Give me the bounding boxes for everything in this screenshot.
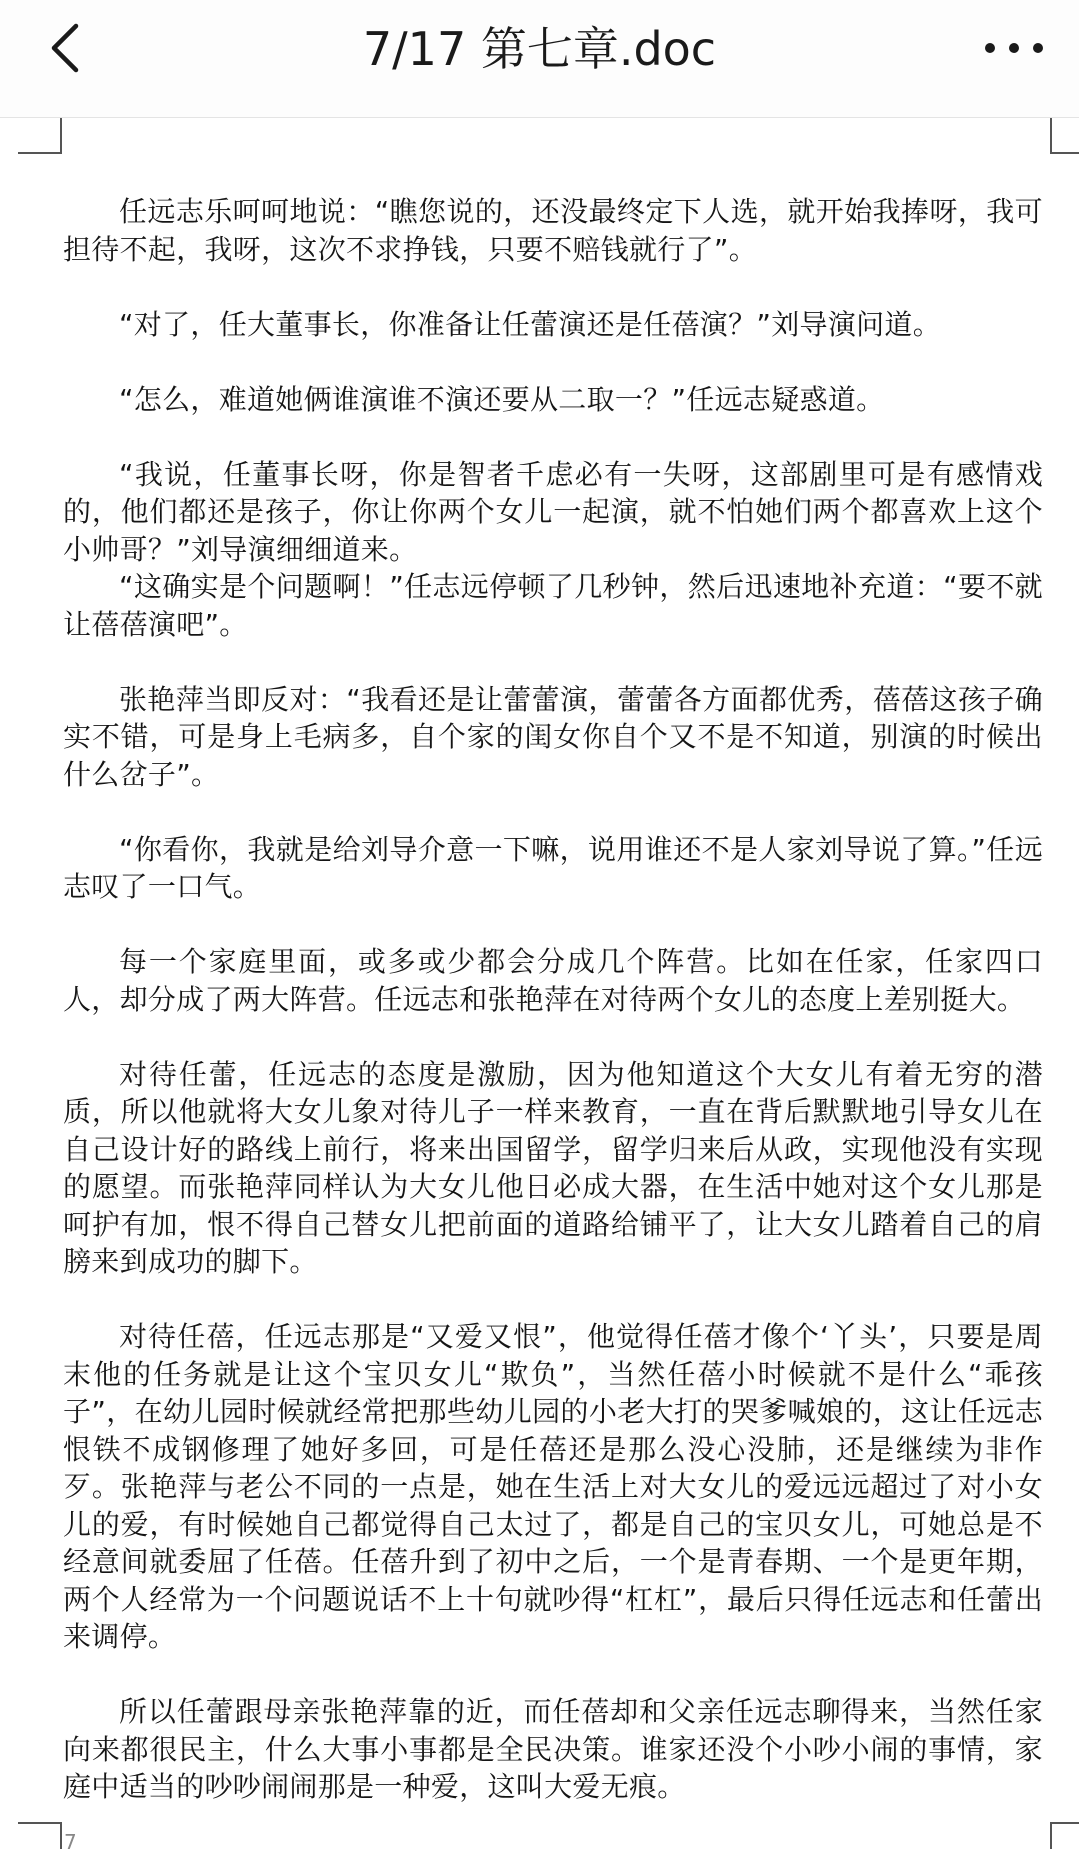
paragraph: “怎么，难道她俩谁演谁不演还要从二取一？”任远志疑惑道。 xyxy=(119,382,885,416)
paragraph: 每一个家庭里面，或多或少都会分成几个阵营。比如在任家，任家四口人，却分成了两大阵营。任远志和张艳萍在对待两个女儿的态度上差别挺大。 xyxy=(63,945,1043,1016)
paragraph: 张艳萍当即反对：“我看还是让蕾蕾演，蕾蕾各方面都优秀，蓓蓓这孩子确实不错，可是身上毛病多，自个家的闺女你自个又不是不知道，别演的时候出什么岔子”。 xyxy=(63,682,1043,791)
paragraph: “我说，任董事长呀，你是智者千虑必有一失呀，这部剧里可是有感情戏的，他们都还是孩子，你让你两个女儿一起演，就不怕她们两个都喜欢上这个小帅哥？”刘导演细细道来。 xyxy=(63,457,1043,566)
paragraph: “这确实是个问题啊！”任志远停顿了几秒钟，然后迅速地补充道：“要不就让蓓蓓演吧”。 xyxy=(63,570,1043,641)
more-options-button[interactable] xyxy=(979,28,1049,68)
chevron-left-icon xyxy=(40,18,100,78)
paragraph: “你看你，我就是给刘导介意一下嘛，说用谁还不是人家刘导说了算。”任远志叹了一口气。 xyxy=(63,832,1043,903)
document-page[interactable] xyxy=(0,118,1079,1854)
top-bar xyxy=(0,0,1079,118)
paragraph: 所以任蕾跟母亲张艳萍靠的近，而任蓓却和父亲任远志聊得来，当然任家向来都很民主，什么大事小事都是全民决策。谁家还没个小吵小闹的事情，家庭中适当的吵吵闹闹那是一种爱，这叫大爱无痕。 xyxy=(63,1695,1043,1803)
paragraph: 对待任蓓，任远志那是“又爱又恨”，他觉得任蓓才像个‘丫头’，只要是周末他的任务就是让这个宝贝女儿“欺负”，当然任蓓小时候就不是什么“乖孩子”，在幼儿园时候就经常把那些幼儿园的小老大打的哭爹喊娘的，这让任远志恨铁不成钢修理了她好多回，可是任蓓还是那么没心没肺，还是继续为非作歹。张艳萍与老公不同的一点是，她在生活上对大女儿的爱远远超过了对小女儿的爱，有时候她自己都觉得自己太过了，都是自己的宝贝女儿，可她总是不经意间就委屈了任蓓。任蓓升到了初中之后，一个是青春期、一个是更年期，两个人经常为一个问题说话不上十句就吵得“杠杠”，最后只得任远志和任蕾出来调停。 xyxy=(63,1320,1043,1653)
document-body xyxy=(63,193,1043,1806)
page-number: 7 xyxy=(64,1830,77,1854)
paragraph: 对待任蕾，任远志的态度是激励，因为他知道这个大女儿有着无穷的潜质，所以他就将大女儿象对待儿子一样来教育，一直在背后默默地引导女儿在自己设计好的路线上前行，将来出国留学，留学归来后从政，实现他没有实现的愿望。而张艳萍同样认为大女儿他日必成大器，在生活中她对这个女儿那是呵护有加，恨不得自己替女儿把前面的道路给铺平了，让大女儿踏着自己的肩膀来到成功的脚下。 xyxy=(63,1057,1043,1278)
document-title: 7/17 第七章.doc xyxy=(362,22,717,76)
paragraph: 任远志乐呵呵地说：“瞧您说的，还没最终定下人选，就开始我捧呀，我可担待不起，我呀，这次不求挣钱，只要不赔钱就行了”。 xyxy=(63,195,1043,266)
paragraph: “对了，任大董事长，你准备让任蕾演还是任蓓演？”刘导演问道。 xyxy=(119,307,942,341)
back-button[interactable] xyxy=(40,18,100,78)
